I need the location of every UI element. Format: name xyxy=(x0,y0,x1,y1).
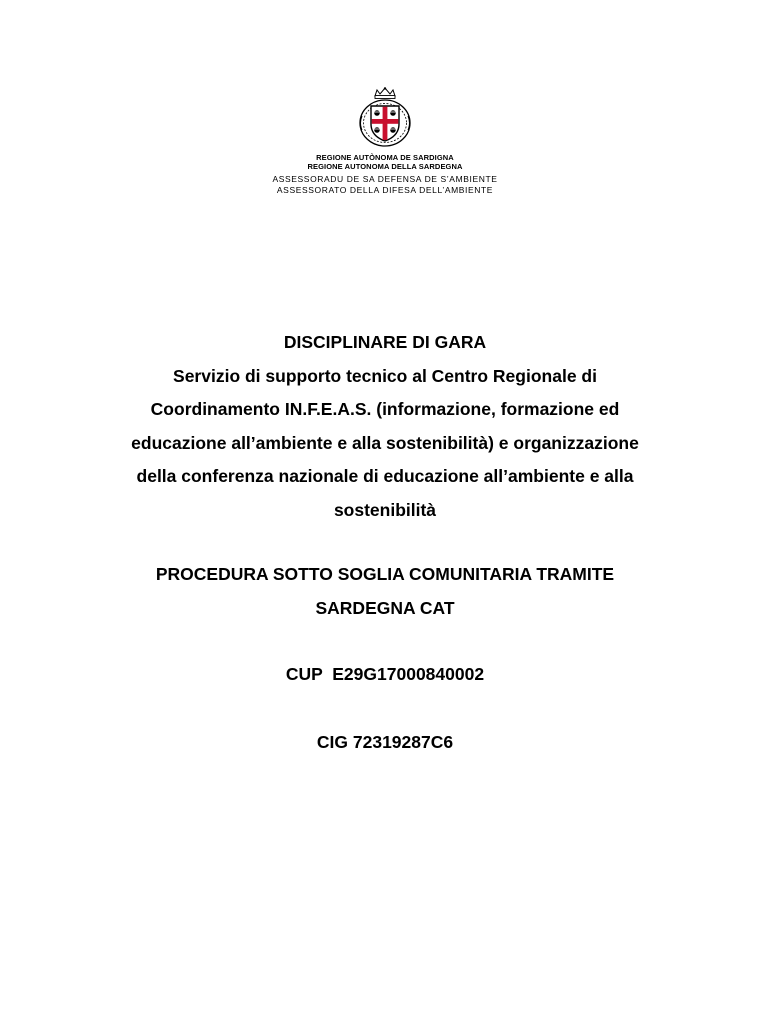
cig-code: CIG 72319287C6 xyxy=(316,732,454,752)
document-title-block xyxy=(60,326,710,528)
procedure-line: SARDEGNA CAT xyxy=(315,597,455,618)
region-name-sardinian: REGIONE AUTÒNOMA DE SARDIGNA xyxy=(316,153,454,162)
procedure-block xyxy=(60,558,710,625)
subject-line: educazione all’ambiente e alla sostenibilità) e organizzazione xyxy=(131,432,639,453)
department-name-sardinian: ASSESSORADU DE SA DEFENSA DE S’AMBIENTE xyxy=(272,174,498,184)
region-name-italian: REGIONE AUTONOMA DELLA SARDEGNA xyxy=(307,162,463,171)
letterhead xyxy=(0,86,770,196)
subject-line: Servizio di supporto tecnico al Centro Regionale di xyxy=(173,365,597,386)
cup-code: CUP E29G17000840002 xyxy=(285,664,485,684)
procedure-line: PROCEDURA SOTTO SOGLIA COMUNITARIA TRAMITE xyxy=(155,564,615,584)
sardinia-coat-of-arms-icon xyxy=(358,86,412,148)
department-name-italian: ASSESSORATO DELLA DIFESA DELL’AMBIENTE xyxy=(276,185,494,195)
subject-line: della conferenza nazionale di educazione all’ambiente e alla xyxy=(136,466,634,487)
subject-line: Coordinamento IN.F.E.A.S. (informazione, formazione ed xyxy=(150,399,620,420)
document-title: DISCIPLINARE DI GARA xyxy=(283,332,487,352)
subject-line: sostenibilità xyxy=(333,499,437,520)
